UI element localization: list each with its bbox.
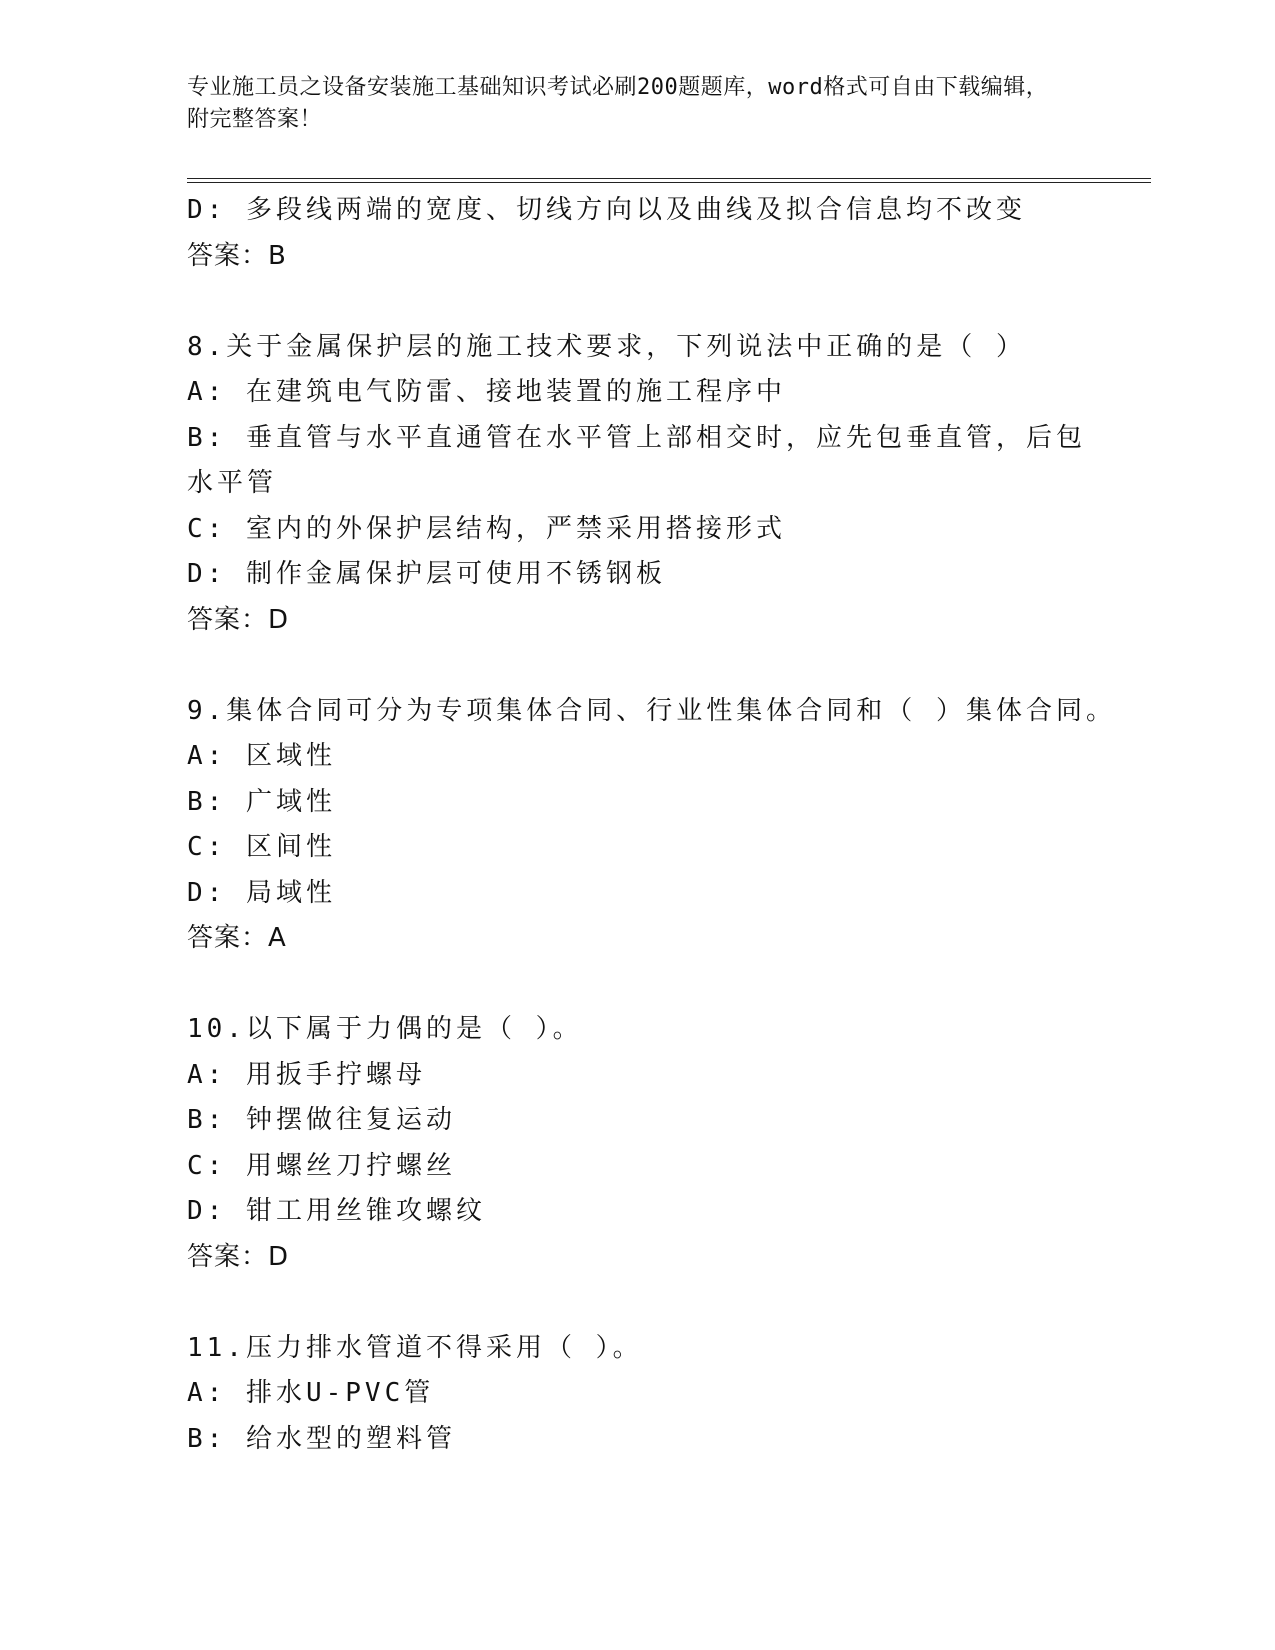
question-10-stem: 10.以下属于力偶的是（ ）。 [187, 1014, 583, 1044]
question-8-option-c: C: 室内的外保护层结构，严禁采用搭接形式 [187, 513, 786, 544]
question-8-answer: 答案：D [187, 604, 290, 635]
question-body [187, 188, 1116, 1462]
question-10-option-a: A: 用扳手拧螺母 [187, 1059, 426, 1090]
question-8-option-b: B: 垂直管与水平直通管在水平管上部相交时，应先包垂直管，后包水平管 [187, 422, 1086, 498]
option-d-fragment: D: 多段线两端的宽度、切线方向以及曲线及拟合信息均不改变 [187, 195, 1026, 225]
question-10-option-b: B: 钟摆做往复运动 [187, 1105, 456, 1135]
question-9-answer: 答案：A [187, 923, 287, 953]
question-11-stem: 11.压力排水管道不得采用（ ）。 [187, 1332, 643, 1363]
question-11-option-a: A: 排水U-PVC管 [187, 1378, 435, 1408]
question-10-option-c: C: 用螺丝刀拧螺丝 [187, 1150, 456, 1181]
document-header: 专业施工员之设备安装施工基础知识考试必刷200题题库，word格式可自由下载编辑，附完整答案！ [187, 75, 1049, 132]
header-divider [187, 178, 1151, 183]
question-9-option-b: B: 广域性 [187, 786, 336, 817]
question-8-option-a: A: 在建筑电气防雷、接地装置的施工程序中 [187, 377, 786, 407]
question-8-option-d: D: 制作金属保护层可使用不锈钢板 [187, 559, 666, 589]
question-9-option-a: A: 区域性 [187, 741, 336, 771]
question-9-option-d: D: 局域性 [187, 877, 336, 908]
question-11-option-b: B: 给水型的塑料管 [187, 1423, 456, 1454]
question-10-answer: 答案：D [187, 1241, 290, 1272]
question-9-stem: 9.集体合同可分为专项集体合同、行业性集体合同和（ ）集体合同。 [187, 695, 1116, 726]
answer-fragment: 答案：B [187, 240, 287, 271]
question-8-stem: 8.关于金属保护层的施工技术要求，下列说法中正确的是（ ） [187, 331, 1026, 362]
question-9-option-c: C: 区间性 [187, 832, 336, 862]
question-10-option-d: D: 钳工用丝锥攻螺纹 [187, 1196, 486, 1226]
